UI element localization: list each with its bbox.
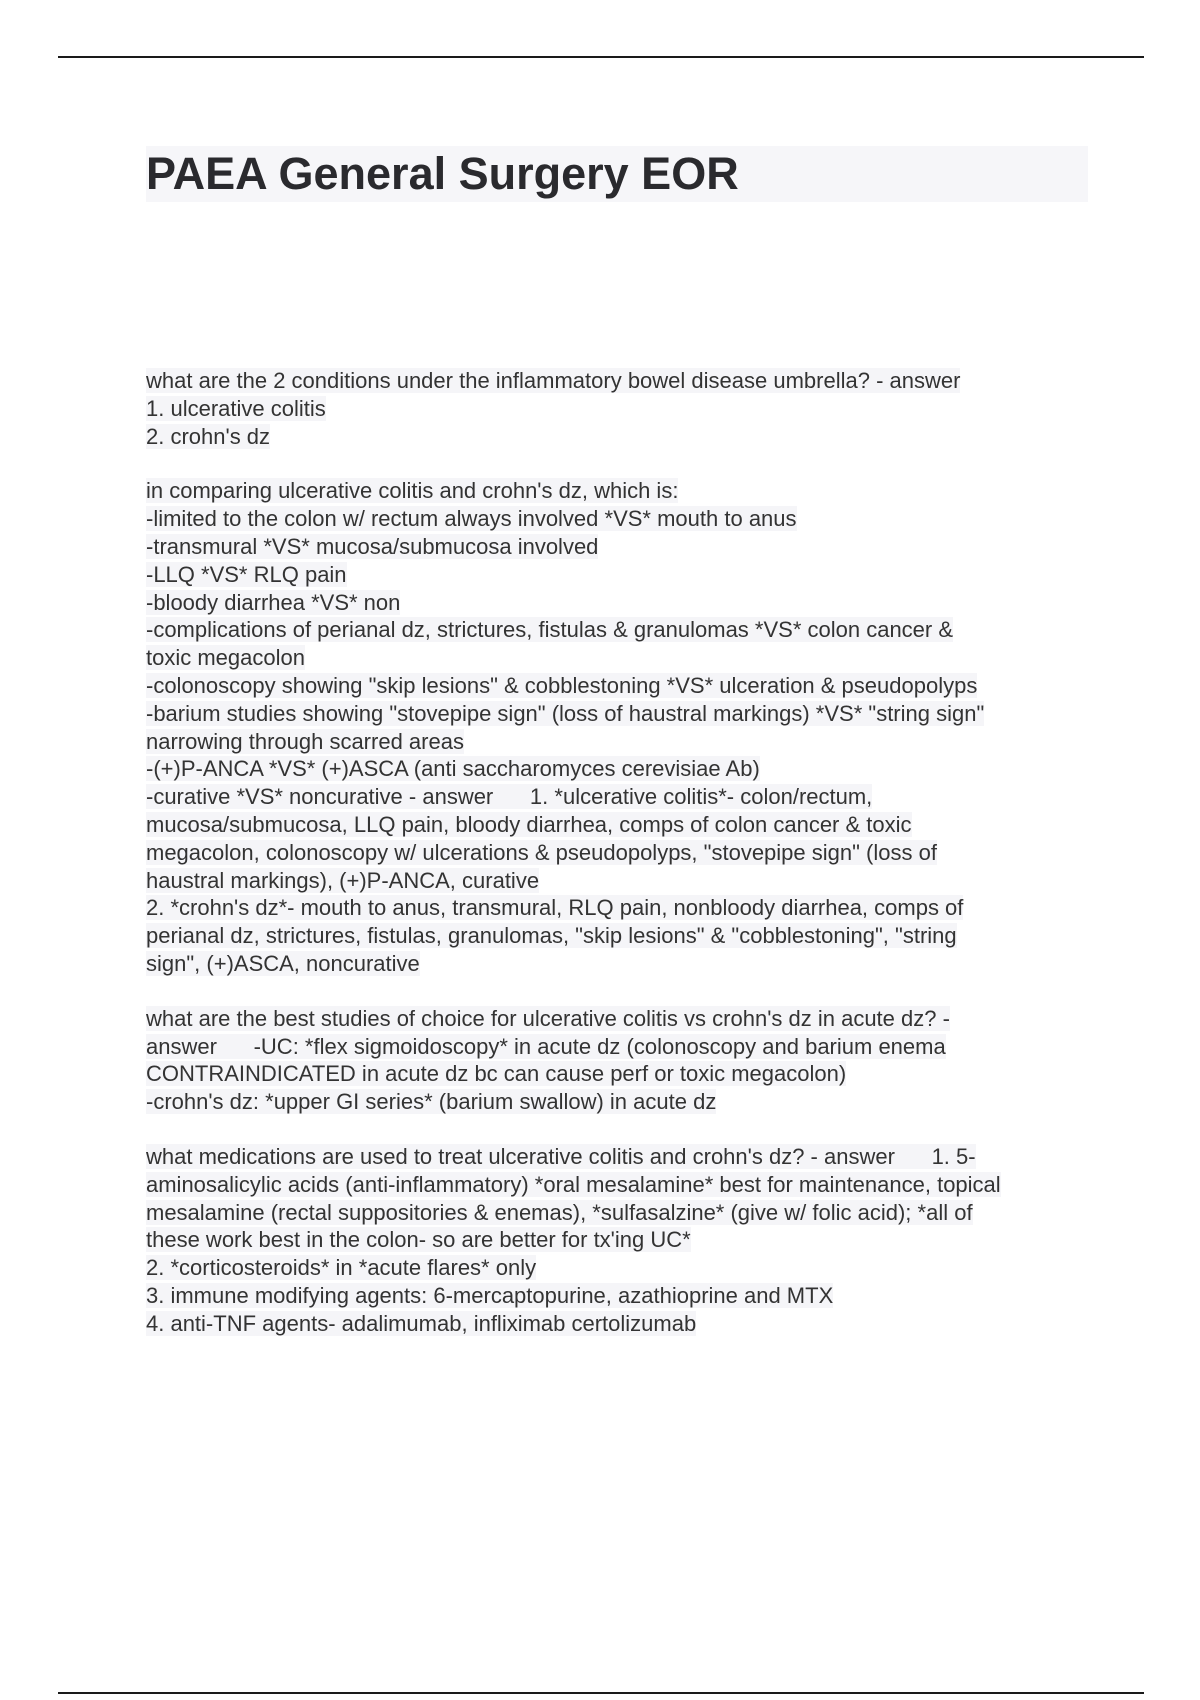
text-line — [146, 1254, 1096, 1282]
text-line — [146, 728, 1096, 756]
text-line — [146, 1199, 1096, 1227]
text-line — [146, 894, 1096, 922]
text-line — [146, 1171, 1096, 1199]
text-line-content: 3. immune modifying agents: 6-mercaptopurine, azathioprine and MTX — [146, 1282, 834, 1308]
qa-entry — [146, 1005, 1096, 1116]
text-line — [146, 589, 1096, 617]
text-line-content: mesalamine (rectal suppositories & enemas), *sulfasalzine* (give w/ folic acid); *all of — [146, 1199, 973, 1225]
text-line-content: narrowing through scarred areas — [146, 728, 464, 754]
text-line-content: -LLQ *VS* RLQ pain — [146, 561, 347, 587]
text-line-content: what are the best studies of choice for ulcerative colitis vs crohn's dz in acute dz? - — [146, 1005, 950, 1031]
text-line-content: what medications are used to treat ulcerative colitis and crohn's dz? - answer 1. 5- — [146, 1143, 976, 1169]
qa-entry — [146, 1143, 1096, 1338]
qa-entry — [146, 367, 1096, 450]
text-line — [146, 1088, 1096, 1116]
text-line-content: -crohn's dz: *upper GI series* (barium swallow) in acute dz — [146, 1089, 717, 1115]
text-line-content: 4. anti-TNF agents- adalimumab, infliximab certolizumab — [146, 1310, 697, 1336]
text-line — [146, 1282, 1096, 1310]
text-line-content: 2. *corticosteroids* in *acute flares* only — [146, 1255, 537, 1281]
text-line — [146, 561, 1096, 589]
text-line — [146, 811, 1096, 839]
text-line-content: aminosalicylic acids (anti-inflammatory) *oral mesalamine* best for maintenance, topical — [146, 1171, 1001, 1197]
document-title: PAEA General Surgery EOR — [146, 148, 739, 199]
text-line-content: what are the 2 conditions under the inflammatory bowel disease umbrella? - answer — [146, 368, 961, 393]
bottom-rule — [58, 1692, 1144, 1694]
text-line — [146, 1310, 1096, 1338]
text-line-content: toxic megacolon — [146, 645, 305, 671]
text-line — [146, 1033, 1096, 1061]
text-line — [146, 644, 1096, 672]
text-line — [146, 533, 1096, 561]
text-line — [146, 1060, 1096, 1088]
text-line — [146, 423, 1096, 451]
text-line — [146, 867, 1096, 895]
text-line-content: -colonoscopy showing "skip lesions" & cobblestoning *VS* ulceration & pseudopolyps — [146, 672, 978, 698]
text-line-content: sign", (+)ASCA, noncurative — [146, 950, 420, 976]
text-line-content: -transmural *VS* mucosa/submucosa involved — [146, 533, 599, 559]
text-line — [146, 1226, 1096, 1254]
text-line — [146, 700, 1096, 728]
title-block — [146, 146, 1088, 202]
text-line-content: -bloody diarrhea *VS* non — [146, 589, 401, 615]
text-line-content: -complications of perianal dz, strictures, fistulas & granulomas *VS* colon cancer & — [146, 617, 954, 643]
text-line — [146, 922, 1096, 950]
text-line — [146, 1005, 1096, 1033]
text-line — [146, 839, 1096, 867]
text-line — [146, 367, 1096, 395]
text-line-content: -(+)P-ANCA *VS* (+)ASCA (anti saccharomyces cerevisiae Ab) — [146, 756, 760, 782]
text-line-content: -curative *VS* noncurative - answer 1. *ulcerative colitis*- colon/rectum, — [146, 784, 873, 810]
text-line-content: CONTRAINDICATED in acute dz bc can cause perf or toxic megacolon) — [146, 1061, 847, 1087]
text-line-content: 1. ulcerative colitis — [146, 395, 326, 421]
text-line — [146, 616, 1096, 644]
text-line-content: megacolon, colonoscopy w/ ulcerations & pseudopolyps, "stovepipe sign" (loss of — [146, 839, 937, 865]
text-line-content: these work best in the colon- so are better for tx'ing UC* — [146, 1227, 691, 1253]
text-line — [146, 505, 1096, 533]
text-line-content: in comparing ulcerative colitis and crohn's dz, which is: — [146, 478, 679, 504]
text-line-content: perianal dz, strictures, fistulas, granulomas, "skip lesions" & "cobblestoning", "string — [146, 923, 957, 949]
text-line-content: answer -UC: *flex sigmoidoscopy* in acute dz (colonoscopy and barium enema — [146, 1033, 946, 1059]
text-line — [146, 1143, 1096, 1171]
text-line — [146, 672, 1096, 700]
text-line — [146, 477, 1096, 505]
text-line-content: mucosa/submucosa, LLQ pain, bloody diarrhea, comps of colon cancer & toxic — [146, 811, 912, 837]
text-line-content: 2. crohn's dz — [146, 423, 271, 449]
text-line-content: -barium studies showing "stovepipe sign" (loss of haustral markings) *VS* "string sign" — [146, 700, 985, 726]
text-line — [146, 950, 1096, 978]
top-rule — [58, 56, 1144, 58]
text-line-content: -limited to the colon w/ rectum always involved *VS* mouth to anus — [146, 506, 797, 532]
text-line-content: 2. *crohn's dz*- mouth to anus, transmural, RLQ pain, nonbloody diarrhea, comps of — [146, 895, 964, 921]
text-line — [146, 395, 1096, 423]
text-line — [146, 783, 1096, 811]
document-body — [146, 367, 1096, 1338]
text-line-content: haustral markings), (+)P-ANCA, curative — [146, 867, 540, 893]
qa-entry — [146, 477, 1096, 977]
text-line — [146, 755, 1096, 783]
